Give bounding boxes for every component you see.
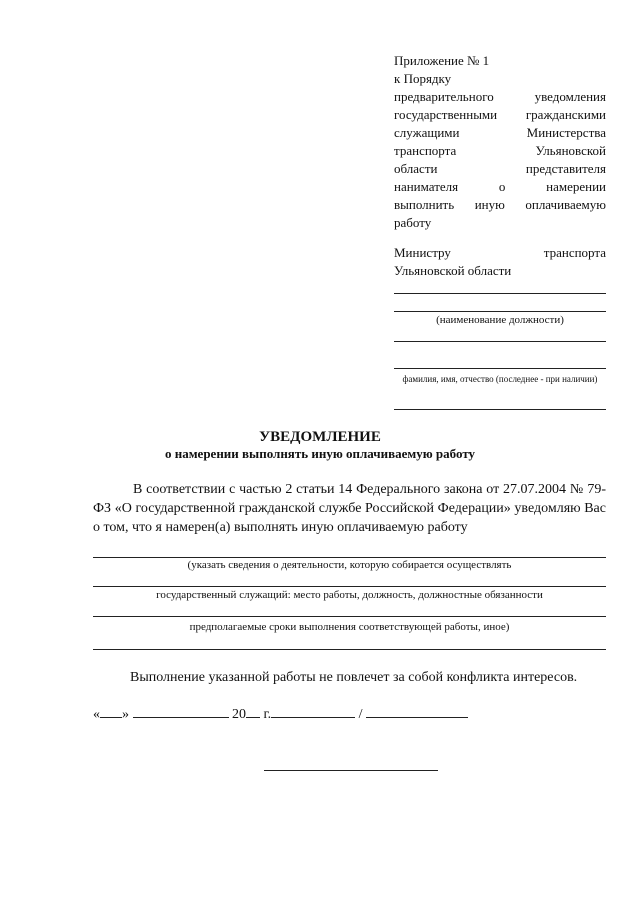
signature-field-line[interactable]	[394, 409, 606, 410]
appendix-line: транспорта Ульяновской	[394, 143, 606, 158]
body-paragraph	[93, 480, 606, 537]
position-field-line-2[interactable]	[394, 311, 606, 312]
extra-field-line[interactable]	[93, 649, 606, 650]
appendix-line: нанимателя о намерении	[394, 179, 606, 194]
document-subtitle: о намерении выполнять иную оплачиваемую работу	[164, 446, 476, 461]
year-suffix: г.	[263, 707, 272, 722]
year-field[interactable]	[246, 704, 260, 718]
addressee-block	[394, 244, 606, 280]
name-field-line[interactable]	[394, 341, 606, 342]
conclusion-text: Выполнение указанной работы не повлечет за собой конфликта интересов.	[130, 670, 578, 685]
month-field[interactable]	[133, 704, 229, 718]
activity-field-line[interactable]	[93, 557, 606, 558]
position-field-line[interactable]	[394, 293, 606, 294]
signature-field[interactable]	[271, 704, 355, 718]
body-paragraph-text: В соответствии с частью 2 статьи 14 Федерального закона от 27.07.2004 № 79-ФЗ «О государственной гражданской службе Российской Федерации» уведомляю Вас о том, что я намерен(а) выполнять иную оплачиваемую работу	[93, 482, 606, 535]
appendix-line: работу	[394, 215, 432, 230]
open-quote: «	[93, 707, 100, 722]
addressee-line-1: Министру транспорта	[394, 245, 606, 260]
name-decoding-field[interactable]	[366, 704, 468, 718]
document-title: УВЕДОМЛЕНИЕ	[259, 429, 381, 445]
name-caption: фамилия, имя, отчество (последнее - при наличии)	[402, 374, 598, 384]
terms-caption: предполагаемые сроки выполнения соответствующей работы, иное)	[189, 621, 510, 633]
slash: /	[358, 707, 363, 722]
activity-caption: (указать сведения о деятельности, которую собирается осуществлять	[187, 559, 512, 571]
date-signature-row	[93, 704, 513, 724]
appendix-line: предварительного уведомления	[394, 89, 606, 104]
close-quote: »	[122, 707, 129, 722]
appendix-line: служащими Министерства	[394, 125, 606, 140]
appendix-block	[394, 52, 606, 232]
appendix-line: Приложение № 1	[394, 53, 490, 68]
year-prefix: 20	[232, 707, 246, 722]
position-caption: (наименование должности)	[436, 314, 564, 326]
day-field[interactable]	[100, 704, 122, 718]
appendix-line: выполнить иную оплачиваемую	[394, 197, 606, 212]
duties-caption: государственный служащий: место работы, должность, должностные обязанности	[156, 589, 543, 601]
appendix-line: области представителя	[394, 161, 606, 176]
addressee-line-2: Ульяновской области	[394, 263, 512, 278]
name-field-line-2[interactable]	[394, 368, 606, 369]
duties-field-line[interactable]	[93, 586, 606, 587]
bottom-signature-line[interactable]	[264, 770, 438, 771]
appendix-line: государственными гражданскими	[394, 107, 606, 122]
terms-field-line[interactable]	[93, 616, 606, 617]
appendix-line: к Порядку	[394, 71, 452, 86]
